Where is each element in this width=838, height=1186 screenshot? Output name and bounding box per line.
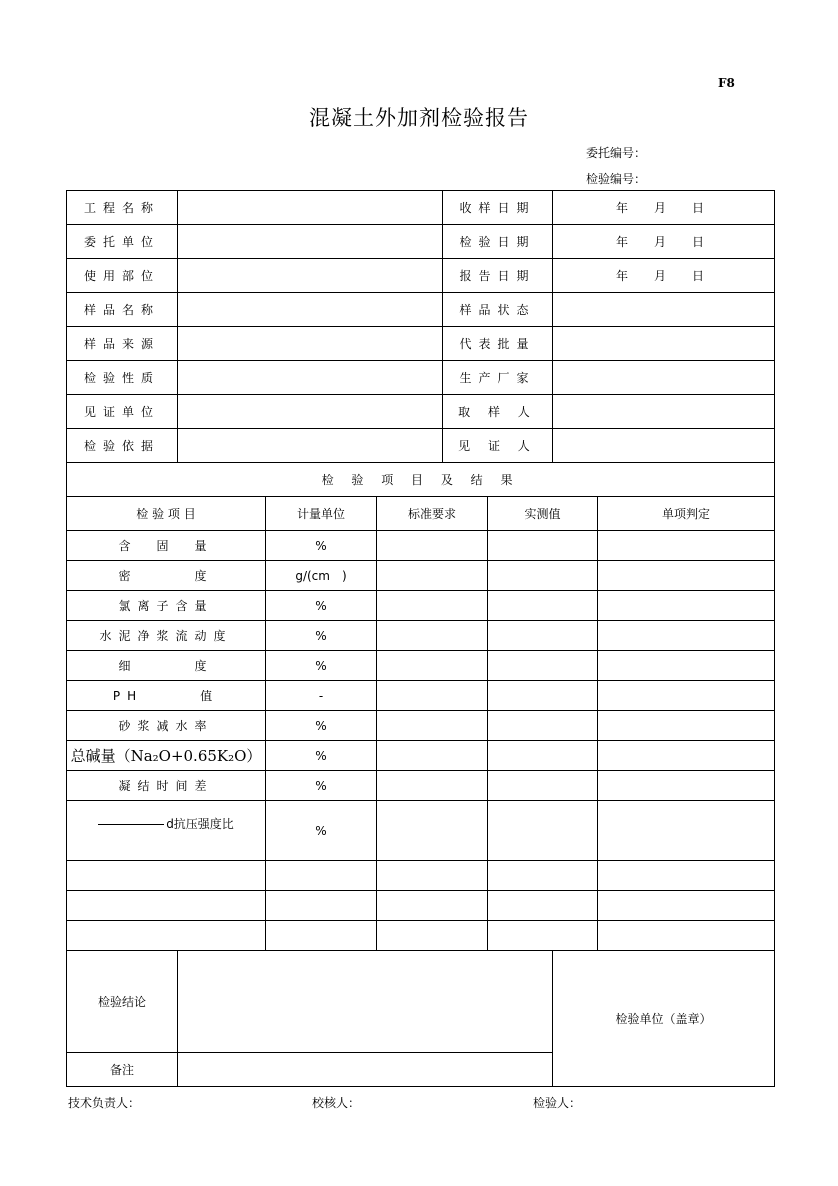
info-row: [67, 395, 775, 429]
field-value[interactable]: [178, 327, 443, 361]
field-label: 检验性质: [67, 361, 178, 395]
empty-row: [67, 861, 775, 891]
empty-cell[interactable]: [488, 861, 598, 891]
judgement-cell[interactable]: [598, 561, 775, 591]
judgement-cell[interactable]: [598, 741, 775, 771]
tech-lead-label: 技术负责人：: [68, 1096, 141, 1110]
empty-row: [67, 891, 775, 921]
days-blank[interactable]: [98, 824, 164, 825]
item-unit: %: [266, 591, 377, 621]
tester-label: 检验人：: [533, 1096, 582, 1110]
standard-cell[interactable]: [377, 681, 488, 711]
empty-cell[interactable]: [598, 861, 775, 891]
field-value[interactable]: [178, 225, 443, 259]
measured-cell[interactable]: [488, 651, 598, 681]
judgement-cell[interactable]: [598, 801, 775, 861]
field-value[interactable]: 年 月 日: [553, 259, 775, 293]
standard-cell[interactable]: [377, 771, 488, 801]
table-row: [67, 771, 775, 801]
measured-cell[interactable]: [488, 681, 598, 711]
column-header: 计量单位: [266, 497, 377, 531]
table-row: [67, 741, 775, 771]
field-label: 使用部位: [67, 259, 178, 293]
field-label: 样品来源: [67, 327, 178, 361]
field-label: 见证单位: [67, 395, 178, 429]
conclusion-label: 检验结论: [67, 951, 178, 1053]
table-row: [67, 621, 775, 651]
measured-cell[interactable]: [488, 801, 598, 861]
standard-cell[interactable]: [377, 801, 488, 861]
field-label: 报告日期: [443, 259, 553, 293]
empty-cell[interactable]: [266, 861, 377, 891]
field-value[interactable]: [178, 191, 443, 225]
info-row: [67, 259, 775, 293]
empty-cell[interactable]: [266, 891, 377, 921]
empty-cell[interactable]: [67, 891, 266, 921]
entrust-no-label: 委托编号：: [586, 146, 647, 160]
field-label: 代表批量: [443, 327, 553, 361]
empty-cell[interactable]: [377, 861, 488, 891]
item-unit: %: [266, 711, 377, 741]
column-header: 检 验 项 目: [67, 497, 266, 531]
field-value[interactable]: [178, 259, 443, 293]
judgement-cell[interactable]: [598, 651, 775, 681]
field-value[interactable]: [178, 429, 443, 463]
remark-label: 备注: [67, 1053, 178, 1087]
field-value[interactable]: [553, 327, 775, 361]
measured-cell[interactable]: [488, 591, 598, 621]
measured-cell[interactable]: [488, 741, 598, 771]
table-row: [67, 591, 775, 621]
item-name: PH 值: [67, 681, 266, 711]
field-value[interactable]: 年 月 日: [553, 225, 775, 259]
measured-cell[interactable]: [488, 621, 598, 651]
judgement-cell[interactable]: [598, 621, 775, 651]
standard-cell[interactable]: [377, 651, 488, 681]
item-name: 密 度: [67, 561, 266, 591]
item-name: [67, 801, 266, 861]
info-row: [67, 361, 775, 395]
field-label: 样品名称: [67, 293, 178, 327]
field-value[interactable]: [178, 395, 443, 429]
field-value[interactable]: 年 月 日: [553, 191, 775, 225]
measured-cell[interactable]: [488, 771, 598, 801]
column-header: 实测值: [488, 497, 598, 531]
empty-row: [67, 921, 775, 951]
table-row: [67, 711, 775, 741]
field-label: 检验日期: [443, 225, 553, 259]
field-value[interactable]: [553, 395, 775, 429]
field-value[interactable]: [553, 429, 775, 463]
empty-cell[interactable]: [377, 921, 488, 951]
form-code: F8: [718, 76, 735, 90]
empty-cell[interactable]: [377, 891, 488, 921]
judgement-cell[interactable]: [598, 531, 775, 561]
item-name: 凝结时间差: [67, 771, 266, 801]
info-row: [67, 293, 775, 327]
field-label: 检验依据: [67, 429, 178, 463]
stamp-label: 检验单位（盖章）: [553, 951, 775, 1087]
info-row: [67, 327, 775, 361]
judgement-cell[interactable]: [598, 591, 775, 621]
item-name-text: d抗压强度比: [166, 817, 234, 831]
standard-cell[interactable]: [377, 591, 488, 621]
judgement-cell[interactable]: [598, 771, 775, 801]
empty-cell[interactable]: [598, 921, 775, 951]
item-unit: %: [266, 621, 377, 651]
table-row: [67, 531, 775, 561]
table-row: [67, 801, 775, 861]
standard-cell[interactable]: [377, 711, 488, 741]
empty-cell[interactable]: [488, 891, 598, 921]
field-value[interactable]: [553, 293, 775, 327]
field-value[interactable]: [553, 361, 775, 395]
item-unit: %: [266, 771, 377, 801]
field-label: 委托单位: [67, 225, 178, 259]
field-label: 工程名称: [67, 191, 178, 225]
item-name: 含 固 量: [67, 531, 266, 561]
field-value[interactable]: [178, 293, 443, 327]
column-header: 单项判定: [598, 497, 775, 531]
item-unit: %: [266, 531, 377, 561]
page-title: 混凝土外加剂检验报告: [309, 106, 529, 130]
conclusion-table: [66, 950, 775, 1087]
field-label: 见 证 人: [443, 429, 553, 463]
empty-cell[interactable]: [67, 921, 266, 951]
field-label: 收样日期: [443, 191, 553, 225]
measured-cell[interactable]: [488, 711, 598, 741]
standard-cell[interactable]: [377, 741, 488, 771]
info-table: [66, 190, 775, 463]
table-row: [67, 681, 775, 711]
table-row: [67, 561, 775, 591]
remark-field[interactable]: [178, 1053, 553, 1087]
conclusion-field[interactable]: [178, 951, 553, 1053]
measured-cell[interactable]: [488, 531, 598, 561]
item-unit: %: [266, 801, 377, 861]
field-label: 样品状态: [443, 293, 553, 327]
empty-cell[interactable]: [67, 861, 266, 891]
item-name: 氯离子含量: [67, 591, 266, 621]
item-name: 水泥净浆流动度: [67, 621, 266, 651]
item-name: 砂浆减水率: [67, 711, 266, 741]
reviewer-label: 校核人：: [312, 1096, 361, 1110]
item-unit: -: [266, 681, 377, 711]
field-label: 取 样 人: [443, 395, 553, 429]
section-title: 检 验 项 目 及 结 果: [67, 463, 775, 497]
measured-cell[interactable]: [488, 561, 598, 591]
info-row: [67, 191, 775, 225]
field-label: 生产厂家: [443, 361, 553, 395]
item-unit: %: [266, 741, 377, 771]
standard-cell[interactable]: [377, 561, 488, 591]
field-value[interactable]: [178, 361, 443, 395]
test-no-label: 检验编号：: [586, 172, 647, 186]
empty-cell[interactable]: [598, 891, 775, 921]
column-header: 标准要求: [377, 497, 488, 531]
empty-cell[interactable]: [488, 921, 598, 951]
standard-cell[interactable]: [377, 531, 488, 561]
item-name: 细 度: [67, 651, 266, 681]
item-unit: %: [266, 651, 377, 681]
info-row: [67, 225, 775, 259]
judgement-cell[interactable]: [598, 681, 775, 711]
standard-cell[interactable]: [377, 621, 488, 651]
item-name: 总碱量（Na₂O+0.65K₂O）: [67, 741, 266, 771]
info-row: [67, 429, 775, 463]
empty-cell[interactable]: [266, 921, 377, 951]
results-table: [66, 462, 775, 951]
item-unit: g/(cm ): [266, 561, 377, 591]
table-row: [67, 651, 775, 681]
judgement-cell[interactable]: [598, 711, 775, 741]
